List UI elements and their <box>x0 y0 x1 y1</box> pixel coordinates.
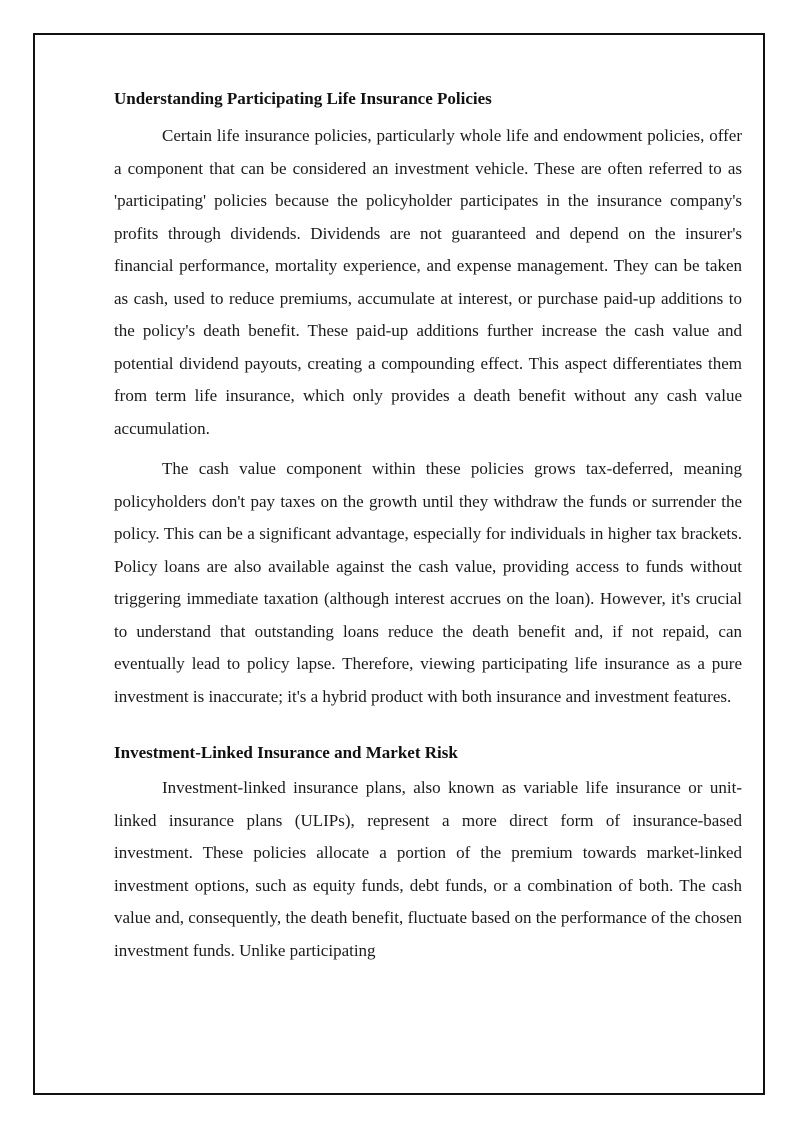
section-heading-participating: Understanding Participating Life Insurance Policies <box>114 89 492 108</box>
paragraph-participating-1: Certain life insurance policies, particularly whole life and endowment policies, offer a component that can be considered an investment vehicle. These are often referred to as 'participating' policies because the policyholder participates in the insurance company's profits through dividends. Dividends are not guaranteed and depend on the insurer's financial performance, mortality experience, and expense management. They can be taken as cash, used to reduce premiums, accumulate at interest, or purchase paid-up additions to the policy's death benefit. These paid-up additions further increase the cash value and potential dividend payouts, creating a compounding effect. This aspect differentiates them from term life insurance, which only provides a death benefit without any cash value accumulation. <box>114 126 742 438</box>
document-body <box>114 84 742 967</box>
paragraph-participating-2: The cash value component within these policies grows tax-deferred, meaning policyholders don't pay taxes on the growth until they withdraw the funds or surrender the policy. This can be a significant advantage, especially for individuals in higher tax brackets. Policy loans are also available against the cash value, providing access to funds without triggering immediate taxation (although interest accrues on the loan). However, it's crucial to understand that outstanding loans reduce the death benefit and, if not repaid, can eventually lead to policy lapse. Therefore, viewing participating life insurance as a pure investment is inaccurate; it's a hybrid product with both insurance and investment features. <box>114 459 742 706</box>
paragraph-investment-linked-1: Investment-linked insurance plans, also known as variable life insurance or unit-linked insurance plans (ULIPs), represent a more direct form of insurance-based investment. These policies allocate a portion of the premium towards market-linked investment options, such as equity funds, debt funds, or a combination of both. The cash value and, consequently, the death benefit, fluctuate based on the performance of the chosen investment funds. Unlike participating <box>114 778 742 960</box>
section-heading-investment-linked: Investment-Linked Insurance and Market Risk <box>114 743 458 762</box>
